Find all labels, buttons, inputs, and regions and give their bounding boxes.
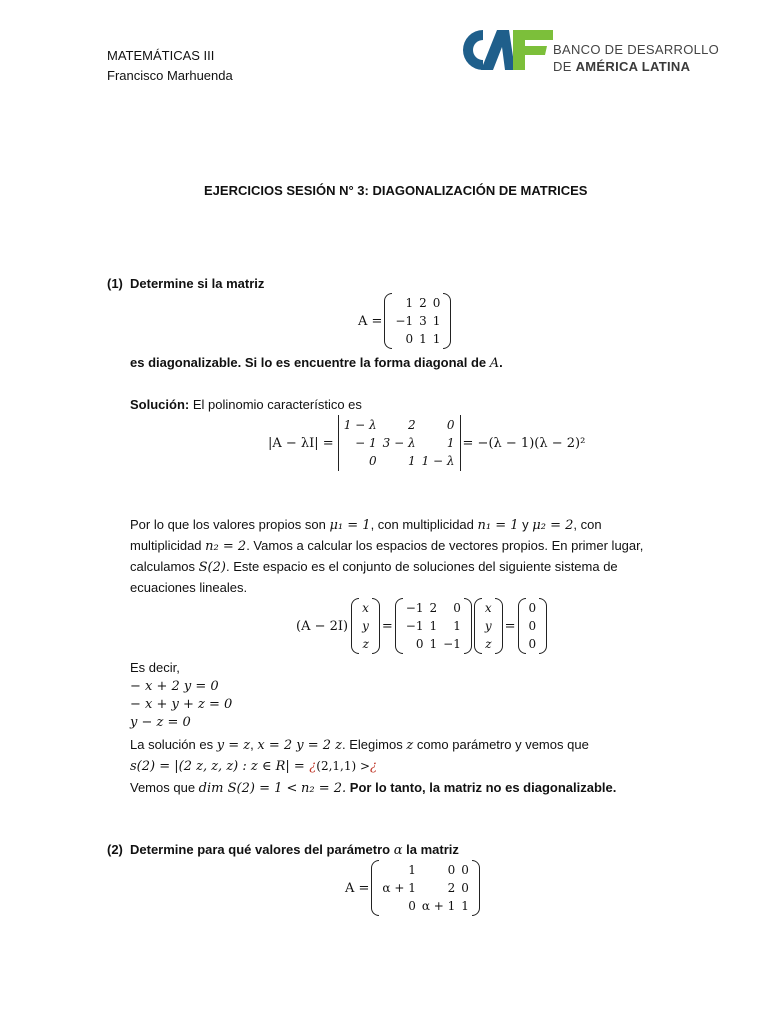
ex2-matrix-block <box>345 860 480 916</box>
cell: y <box>362 619 369 633</box>
cell: 2 <box>407 418 416 432</box>
cell: − 1 <box>355 436 377 450</box>
cell: 1 <box>453 619 461 633</box>
equals-sign: = <box>504 618 516 634</box>
equation-2: − x + y + z = 0 <box>130 697 233 712</box>
cell: x <box>362 601 369 615</box>
final-n2: n₂ = 2. <box>301 781 347 796</box>
cell: 2 <box>419 296 427 310</box>
left-paren <box>474 598 482 654</box>
ex1-p1 <box>130 516 602 535</box>
ex2-prompt-b: la matriz <box>406 842 459 857</box>
p2-text-b: . Vamos a calcular los espacios de vectores propios. En primer lugar, <box>246 538 644 553</box>
right-paren <box>539 598 547 654</box>
logo-line1: BANCO DE DESARROLLO <box>553 42 720 57</box>
caf-logo-mark <box>455 25 555 77</box>
sol-comma: , <box>250 737 254 752</box>
left-paren <box>395 598 403 654</box>
final-text-a: Vemos que <box>130 780 196 795</box>
cell: y <box>484 619 492 633</box>
solution-line <box>130 736 589 755</box>
p1-text-b: , con multiplicidad <box>370 517 474 532</box>
p3-s2: S(2) <box>198 560 226 575</box>
ex1-p4: ecuaciones lineales. <box>130 580 248 595</box>
cell: 1 <box>419 332 427 346</box>
left-paren <box>518 598 526 654</box>
ex1-determinant <box>268 415 585 471</box>
cell: α + 1 <box>421 899 456 913</box>
cell: x <box>484 601 492 615</box>
cell: 0 <box>453 601 461 615</box>
header-author: Francisco Marhuenda <box>107 68 233 83</box>
cell: 1 <box>405 296 414 310</box>
ex1-system <box>296 598 547 654</box>
cell: 2 <box>429 601 438 615</box>
cell: 0 <box>528 601 537 615</box>
ex2-prompt <box>130 841 459 860</box>
p2-text-a: multiplicidad <box>130 538 202 553</box>
cell: z <box>485 637 492 651</box>
ex1-matrix-lhs: A = <box>358 313 383 329</box>
equation-3: y − z = 0 <box>130 715 191 730</box>
cell: 1 <box>446 436 455 450</box>
cell: −1 <box>405 619 424 633</box>
final-dim: dim S(2) = 1 < <box>198 781 298 796</box>
right-paren <box>495 598 503 654</box>
cell: 0 <box>405 332 414 346</box>
ex2-prompt-a: Determine para qué valores del parámetro <box>130 842 391 857</box>
det-matrix <box>341 416 458 470</box>
p1-text-d: , con <box>573 517 602 532</box>
ex1-matrix <box>392 294 443 348</box>
cell: 0 <box>446 418 455 432</box>
cell: 0 <box>415 637 424 651</box>
cell: 1 <box>429 637 438 651</box>
p1-n1: n₁ = 1 <box>477 518 519 533</box>
span-a: s(2) = |(2 z, z, z) : z ∈ R| = <box>130 759 305 774</box>
cell: 0 <box>528 637 537 651</box>
cell: 1 − λ <box>421 454 455 468</box>
logo-line2-prefix: DE <box>553 59 572 74</box>
sol-text-a: La solución es <box>130 737 214 752</box>
left-paren <box>371 860 379 916</box>
cell: 1 <box>432 314 441 328</box>
cell: −1 <box>443 637 461 651</box>
det-right-bar <box>460 415 461 471</box>
cell: z <box>362 637 369 651</box>
ex1-p3 <box>130 558 618 577</box>
cell: 0 <box>461 863 469 877</box>
sol-text-b: . Elegimos <box>342 737 403 752</box>
span-q1: ¿ <box>309 759 317 774</box>
ex2-alpha: α <box>393 843 403 858</box>
cell: 0 <box>447 863 456 877</box>
logo-text <box>553 41 719 75</box>
ex2-matrix-lhs: A = <box>345 880 370 896</box>
ex1-p2 <box>130 537 643 556</box>
right-paren <box>464 598 472 654</box>
p3-text-a: calculamos <box>130 559 196 574</box>
cell: 0 <box>408 899 416 913</box>
equals-sign: = <box>381 618 393 634</box>
cell: 1 <box>429 619 438 633</box>
final-line <box>130 779 616 798</box>
det-rhs: = −(λ − 1)(λ − 2)² <box>462 435 586 451</box>
logo-line2-bold: AMÉRICA LATINA <box>575 59 691 74</box>
cell: 2 <box>447 881 456 895</box>
ex1-after <box>130 354 503 373</box>
ex1-after-text: es diagonalizable. Si lo es encuentre la forma diagonal de <box>130 355 487 370</box>
sys-vector-2 <box>482 599 495 653</box>
solution-text: El polinomio característico es <box>192 397 362 412</box>
cell: 1 <box>407 454 416 468</box>
right-paren <box>372 598 380 654</box>
p1-text-a: Por lo que los valores propios son <box>130 517 326 532</box>
cell: 0 <box>461 881 469 895</box>
ex1-matrix-block <box>358 293 451 349</box>
sys-vector <box>359 599 372 653</box>
cell: 1 <box>432 332 441 346</box>
right-paren <box>472 860 480 916</box>
cell: α + 1 <box>382 881 416 895</box>
span-line <box>130 757 377 775</box>
es-decir: Es decir, <box>130 660 180 675</box>
ex2-number: (2) <box>107 842 123 857</box>
ex2-matrix <box>379 861 471 915</box>
page-title: EJERCICIOS SESIÓN N° 3: DIAGONALIZACIÓN DE MATRICES <box>204 183 588 198</box>
sys-rhs <box>526 599 540 653</box>
header-course: MATEMÁTICAS III <box>107 48 215 63</box>
left-paren <box>351 598 359 654</box>
solution-label: Solución: <box>130 397 190 412</box>
cell: 3 <box>419 314 427 328</box>
ex1-prompt: Determine si la matriz <box>130 276 265 291</box>
cell: 0 <box>432 296 441 310</box>
p3-text-b: . Este espacio es el conjunto de soluciones del siguiente sistema de <box>225 559 618 574</box>
p1-mu1: μ₁ = 1 <box>329 518 371 533</box>
p1-text-c: y <box>522 517 529 532</box>
sys-lhs: (A − 2I) <box>296 618 349 634</box>
sol-e2: x = 2 y = 2 z <box>257 738 343 753</box>
sol-e1: y = z <box>216 738 251 753</box>
cell: 1 <box>461 899 469 913</box>
cell: 3 − λ <box>382 436 416 450</box>
sol-z: z <box>406 738 414 753</box>
cell: 1 <box>408 863 416 877</box>
final-text-b: Por lo tanto, la matriz no es diagonalizable. <box>349 780 617 795</box>
ex1-after-suffix: . <box>499 355 503 370</box>
ex1-after-var: A <box>489 356 500 371</box>
sys-matrix <box>403 599 464 653</box>
cell: 0 <box>369 454 377 468</box>
cell: 0 <box>528 619 537 633</box>
det-lhs: |A − λI| = <box>268 435 334 451</box>
equation-1: − x + 2 y = 0 <box>130 679 219 694</box>
left-paren <box>384 293 392 349</box>
cell: 1 − λ <box>343 418 377 432</box>
cell: −1 <box>405 601 424 615</box>
cell: −1 <box>395 314 414 328</box>
ex1-solution-line <box>130 396 362 414</box>
span-b: (2,1,1) > <box>316 759 371 773</box>
ex1-number: (1) <box>107 276 123 291</box>
det-left-bar <box>338 415 339 471</box>
p1-mu2: μ₂ = 2 <box>532 518 574 533</box>
logo-line2 <box>553 58 719 75</box>
p2-n2: n₂ = 2 <box>205 539 247 554</box>
span-q2: ¿ <box>370 759 378 774</box>
right-paren <box>443 293 451 349</box>
sol-text-c: como parámetro y vemos que <box>416 737 589 752</box>
